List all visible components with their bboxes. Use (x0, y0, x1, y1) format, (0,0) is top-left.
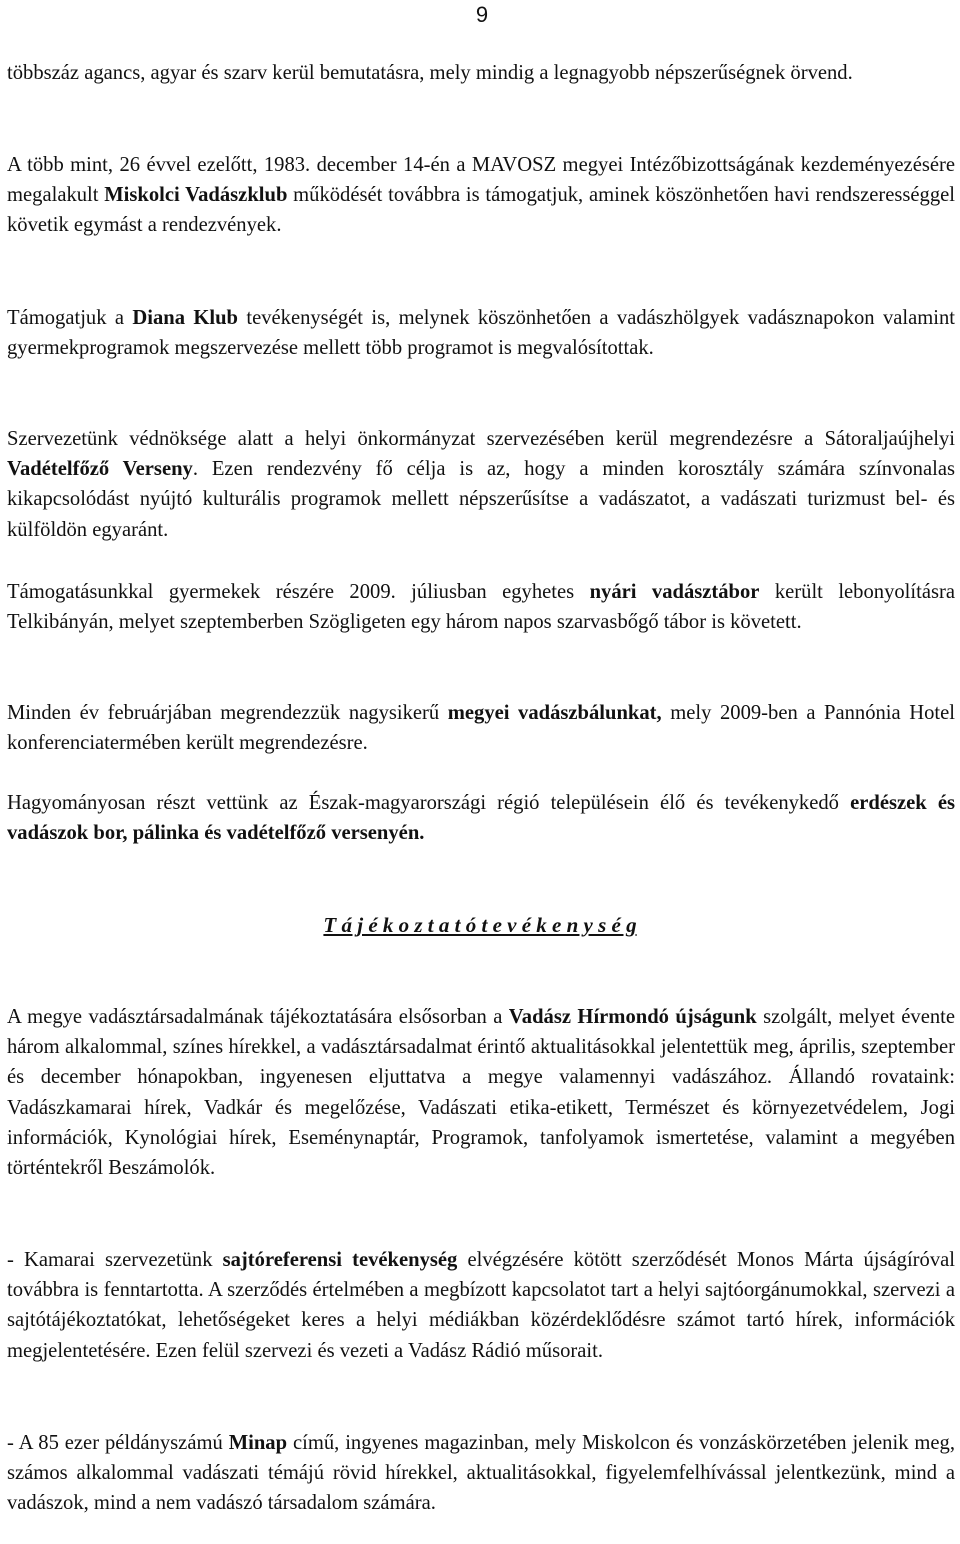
bold-text-run: nyári vadásztábor (589, 581, 760, 603)
paragraph-trophies (7, 58, 955, 88)
bold-text-run: Minap (228, 1432, 288, 1454)
bold-text-run: Miskolci Vadászklub (104, 184, 288, 207)
text-run: Támogatjuk a (7, 307, 133, 329)
bold-text-run: Vadételfőző Verseny (7, 458, 193, 481)
paragraph-hunters-ball (7, 698, 955, 758)
text-run: Támogatásunkkal gyermekek részére 2009. júliusban egyhetes (7, 581, 590, 603)
text-run: A több mint, 26 évvel ezelőtt, 1983. december 14-én a MAVOSZ megyei Intézőbizottságának kezdeményezésére megalakult (7, 154, 955, 207)
paragraph-press-officer (7, 1245, 955, 1366)
text-run: Minden év februárjában megrendezzük nagysikerű (7, 702, 448, 724)
paragraph-summer-camp (7, 577, 955, 637)
text-run: működését továbbra is támogatjuk, aminek köszönhetően havi rendszerességgel követik egymást a rendezvények. (7, 184, 955, 237)
text-run: elvégzésére kötött szerződését Monos Márta újságíróval továbbra is fenntartotta. A szerződés értelmében a megbízott kapcsolatot tart a helyi sajtóorgánumokkal, szervezi a sajtótájékoztatókat, lehetőségeket keres a helyi médiákban közérdeklődésre számot tartó hírek, információk megjelentetésére. Ezen felül szervezi és vezeti a Vadász Rádió műsorait. (7, 1249, 955, 1362)
text-run: című, ingyenes magazinban, mely Miskolcon és vonzáskörzetében jelenik meg, számos alkalommal vadászati témájú rövid hírekkel, aktualitásokkal, figyelemfelhívással jelentkezünk, mind a vadászok, mind a nem vadászó társadalom számára. (7, 1432, 956, 1515)
text-run: Szervezetünk védnöksége alatt a helyi önkormányzat szervezésében kerül megrendezésre a Sátoraljaújhelyi (7, 428, 955, 450)
text-run: került lebonyolításra Telkibányán, melyet szeptemberben Szögligeten egy három napos szarvasbőgő tábor is követett. (7, 581, 955, 634)
text-run: Hagyományosan részt vettünk az Észak-magyarországi régió településein élő és tevékenykedő (7, 792, 851, 814)
text-run: mely 2009-ben a Pannónia Hotel konferenciatermében került megrendezésre. (7, 702, 955, 755)
text-run: többszáz agancs, agyar és szarv kerül bemutatásra, mely mindig a legnagyobb népszerűségnek örvend. (7, 62, 853, 84)
page-number: 9 (475, 2, 489, 27)
bold-text-run: Diana Klub (132, 307, 238, 329)
text-run: - Kamarai szervezetünk (7, 1249, 223, 1271)
bold-text-run: megyei vadászbálunkat, (447, 702, 662, 724)
text-run: szolgált, melyet évente három alkalommal, színes hírekkel, a vadásztársadalmat érintő aktualitásokkal jelentettük meg, április, szeptember és december hónapokban, ingyenesen eljuttatva a megye valamennyi vadászához. Állandó rovataink: Vadászkamarai hírek, Vadkár és megelőzése, Vadászati etika-etikett, Természet és környezetvédelem, Jogi információk, Kynológiai hírek, Eseménynaptár, Programok, tanfolyamok ismertetése, valamint a megyében történtekről Beszámolók. (7, 1006, 955, 1180)
paragraph-hunting-club (7, 150, 955, 241)
paragraph-newsletter (7, 1002, 955, 1183)
text-run: - A 85 ezer példányszámú (7, 1432, 229, 1454)
text-run: . Ezen rendezvény fő célja is az, hogy a minden korosztály számára színvonalas kikapcsolódást nyújtó kulturális programok mellett népszerűsítse a vadászatot, a vadászati turizmust bel- és külföldön egyaránt. (7, 458, 955, 541)
text-run: A megye vadásztársadalmának tájékoztatására elsősorban a (7, 1006, 509, 1028)
paragraph-minap-magazine (7, 1428, 955, 1519)
section-heading: T á j é k o z t a t ó t e v é k e n y s é g (323, 913, 637, 937)
bold-text-run: sajtóreferensi tevékenység (222, 1249, 458, 1271)
paragraph-cooking-contest (7, 424, 955, 545)
paragraph-diana-club (7, 303, 955, 363)
paragraph-wine-contest (7, 788, 955, 848)
bold-text-run: Vadász Hírmondó újságunk (508, 1006, 757, 1028)
bold-text-run: erdészek és vadászok bor, pálinka és vadételfőző versenyén. (7, 792, 955, 845)
text-run: tevékenységét is, melynek köszönhetően a vadászhölgyek vadásznapokon valamint gyermekprogramok megszervezése mellett több programot is megvalósítottak. (7, 307, 956, 360)
